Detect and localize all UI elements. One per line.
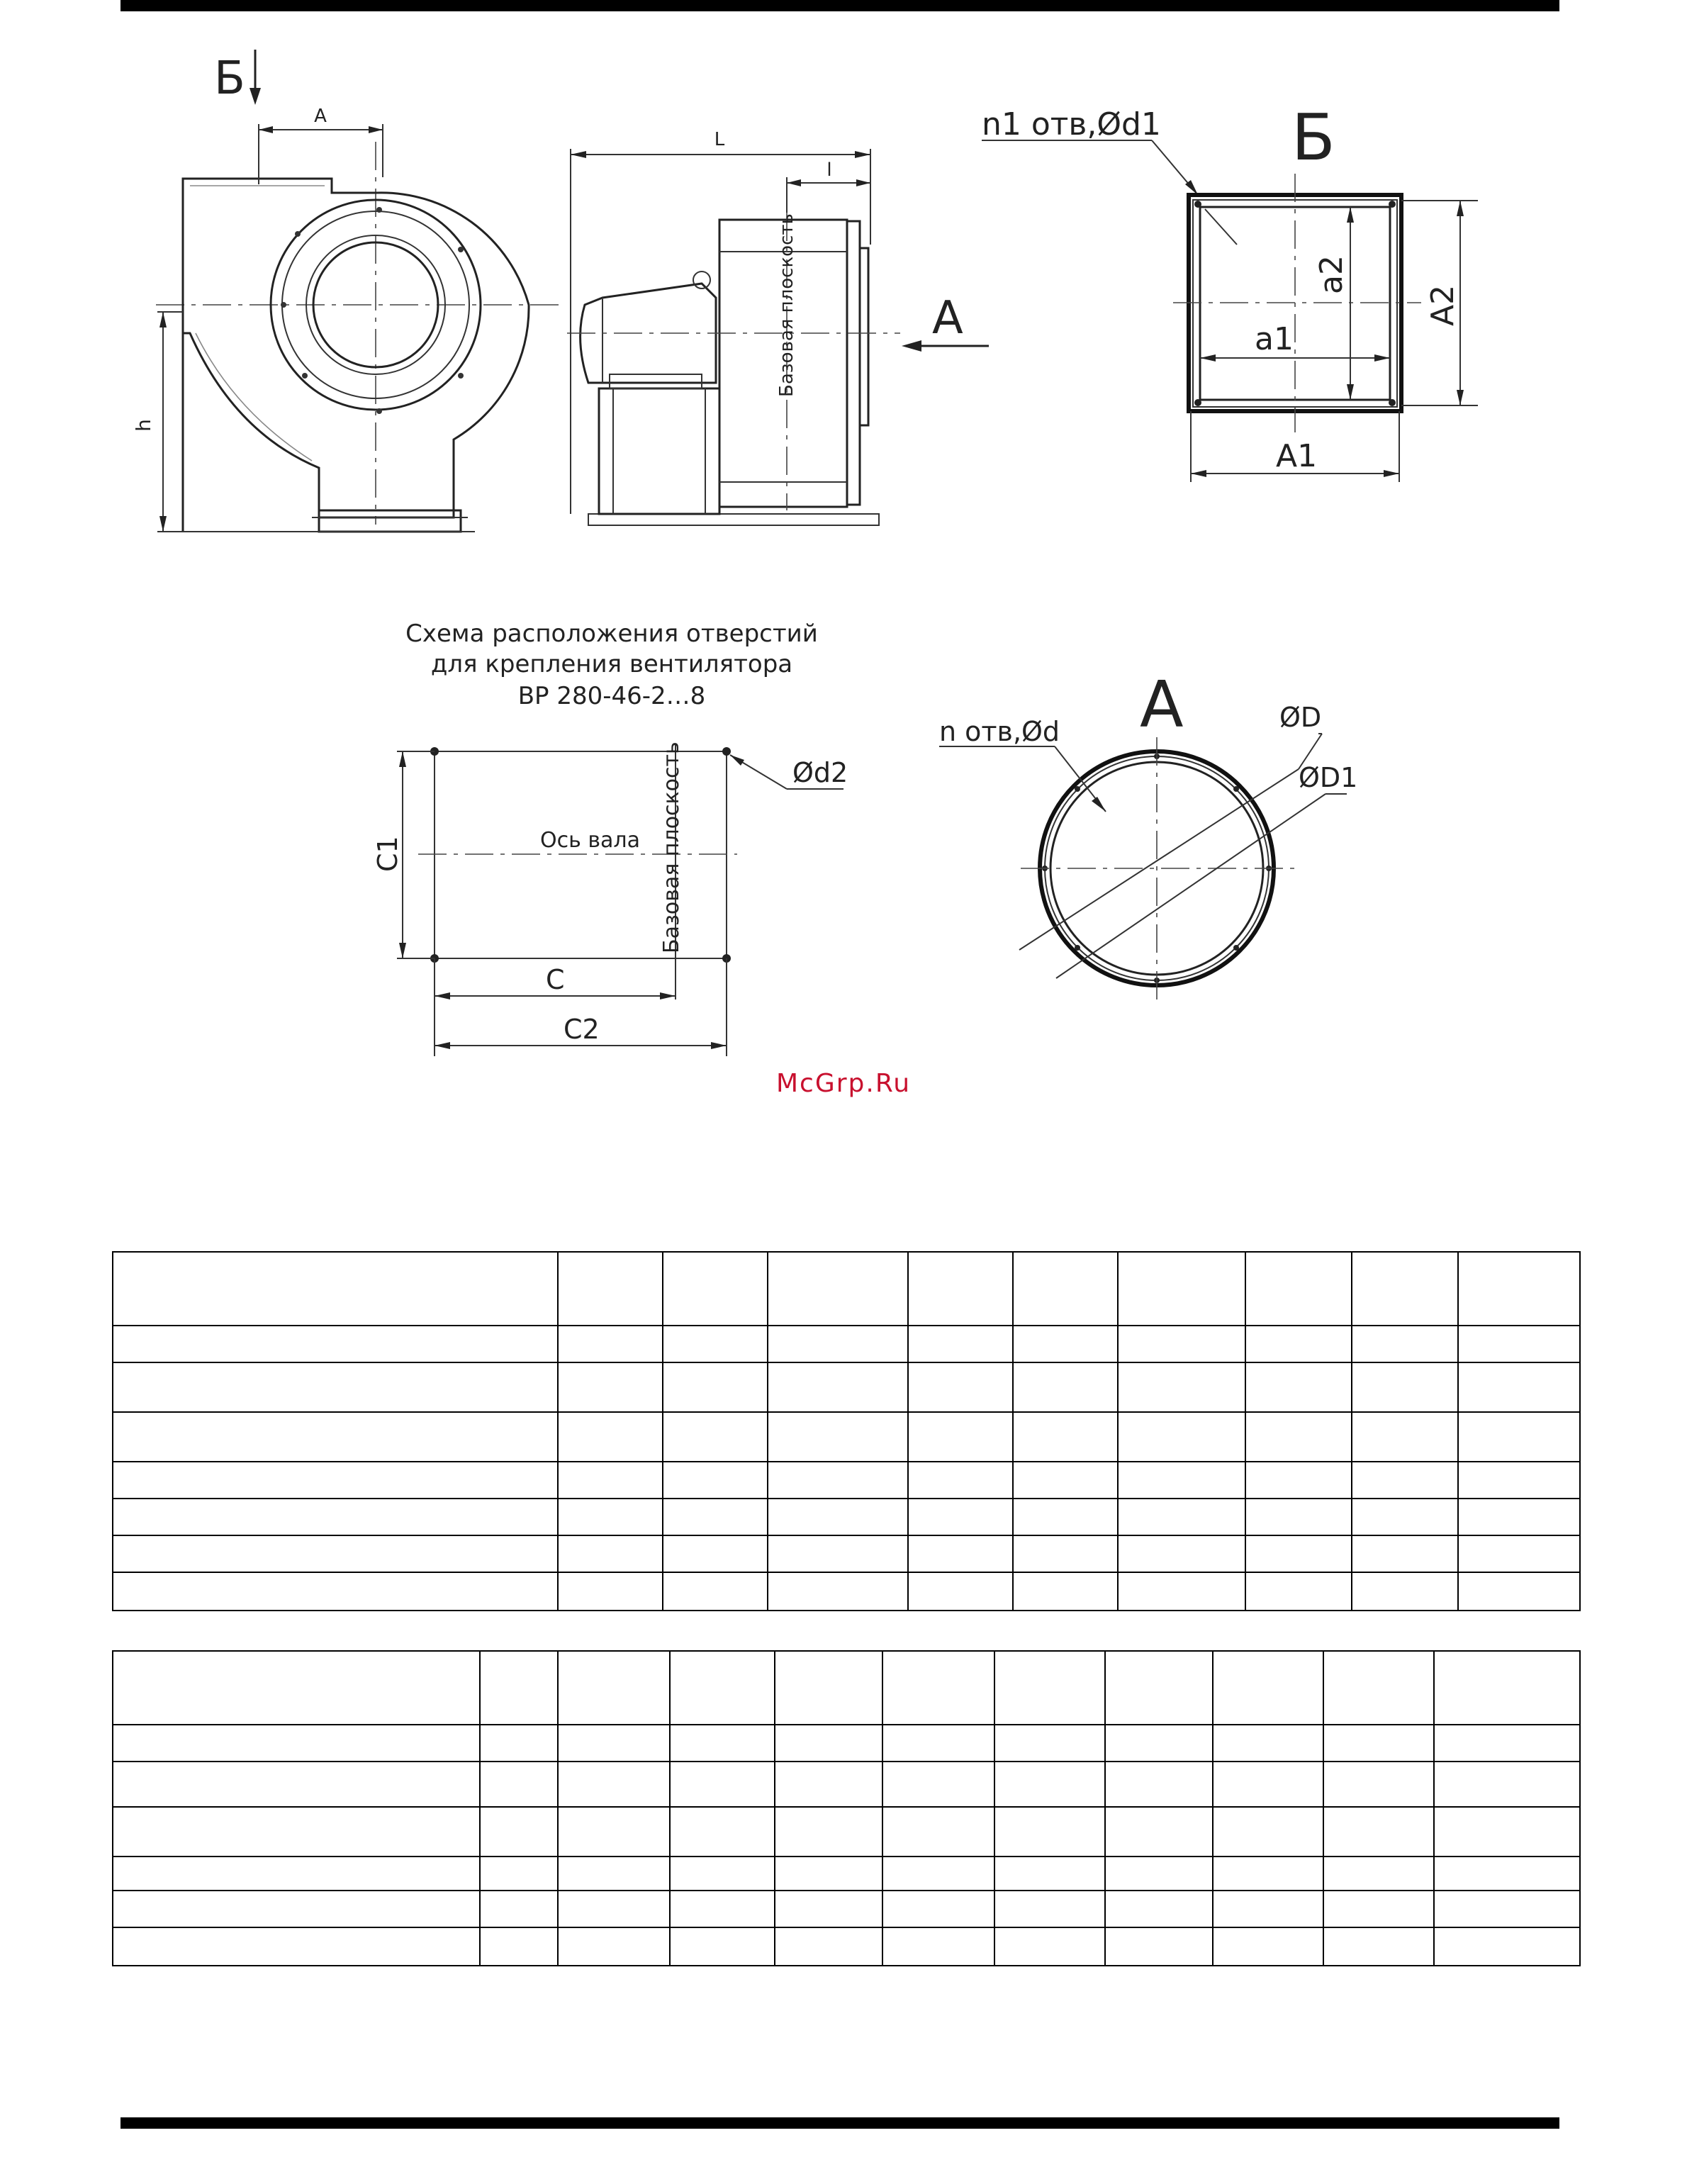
table-row — [113, 1891, 1580, 1927]
dim-a-top: A — [314, 106, 327, 127]
watermark: McGrp.Ru — [775, 1069, 912, 1098]
holes-n-label: n отв,Ød — [939, 716, 1060, 747]
spec-table-1 — [112, 1251, 1581, 1611]
dim-d2: Ød2 — [792, 757, 848, 788]
dim-l-small: l — [826, 159, 832, 181]
dim-a2-big: A2 — [1425, 284, 1461, 326]
scheme-title-line2: для крепления вентилятора — [430, 650, 793, 678]
dim-c: C — [546, 964, 565, 995]
shaft-axis-label: Ось вала — [540, 828, 640, 853]
dim-l-big: L — [714, 129, 725, 150]
table-row — [113, 1857, 1580, 1891]
dim-d1: ØD1 — [1299, 762, 1358, 793]
base-plane-label: Базовая плоскость — [776, 213, 797, 397]
table-row — [113, 1762, 1580, 1807]
view-b — [982, 101, 1478, 482]
table-row — [113, 1412, 1580, 1462]
dim-d: ØD — [1279, 702, 1322, 733]
dim-a1-big: A1 — [1276, 438, 1318, 474]
scheme-title-line3: ВР 280-46-2…8 — [517, 682, 706, 710]
table-row — [113, 1807, 1580, 1857]
table-row — [113, 1725, 1580, 1762]
table-row — [113, 1535, 1580, 1572]
bottom-rule — [120, 2117, 1559, 2129]
table-row — [113, 1499, 1580, 1535]
view-a — [939, 668, 1357, 999]
view-a-title: A — [1140, 668, 1184, 742]
table-row — [113, 1651, 1580, 1725]
scheme-title-line1: Схема расположения отверстий — [405, 620, 818, 648]
table-row — [113, 1326, 1580, 1362]
view-b-title: Б — [1291, 101, 1335, 175]
table-row — [113, 1572, 1580, 1611]
dim-h: h — [132, 419, 155, 432]
dim-c1: C1 — [372, 836, 403, 872]
hole-scheme — [372, 620, 848, 1056]
dim-c2: C2 — [564, 1014, 600, 1045]
dim-a2: a2 — [1313, 255, 1350, 294]
base-plane-label-2: Базовая плоскость — [659, 741, 684, 953]
front-view — [132, 50, 560, 532]
table-row — [113, 1362, 1580, 1412]
table-row — [113, 1927, 1580, 1966]
view-b-arrow-label: Б — [214, 52, 245, 105]
holes-n1-label: n1 отв,Ød1 — [982, 106, 1161, 142]
dim-a1: a1 — [1255, 321, 1294, 357]
view-a-arrow-label: A — [932, 292, 963, 345]
spec-table-2 — [112, 1650, 1581, 1966]
side-view — [567, 129, 989, 525]
table-row — [113, 1462, 1580, 1499]
table-row — [113, 1252, 1580, 1326]
